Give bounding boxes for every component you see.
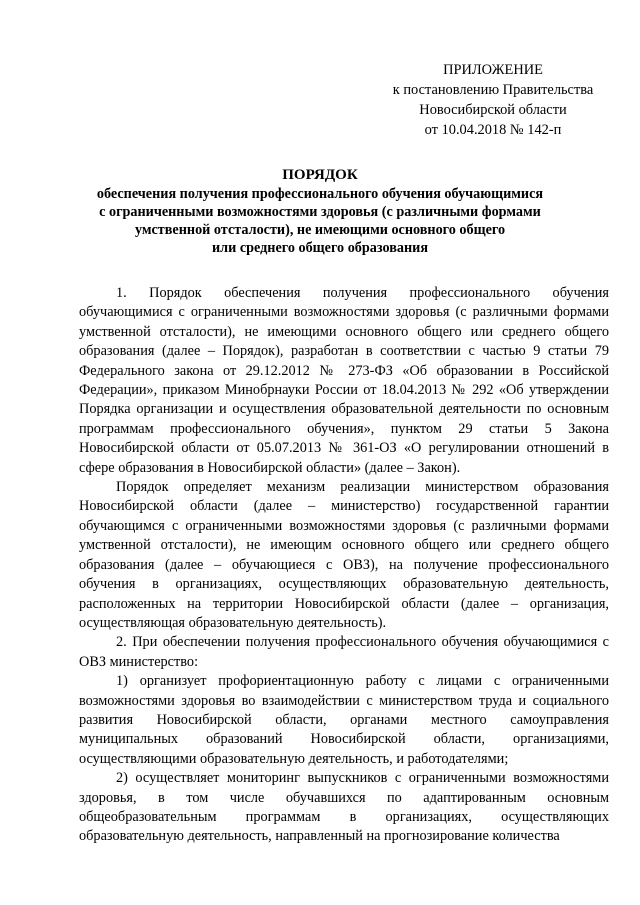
appendix-reference: к постановлению Правительства — [392, 82, 594, 98]
appendix-region: Новосибирской области — [419, 102, 567, 118]
paragraph: 1) организует профориентационную работу с лицами с ограниченными возможностями здоровья во взаимодействии с министерством труда и социального развития Новосибирской области, органами местного самоуправления муниципальных образований Новосибирской области, организациями, осуществляющими образовательную деятельность, и работодателями; — [79, 673, 609, 767]
title-line: обеспечения получения профессионального обучения обучающимися — [96, 186, 544, 202]
appendix-header — [388, 60, 598, 140]
title-heading: ПОРЯДОК — [282, 167, 358, 183]
appendix-date-number: от 10.04.2018 № 142-п — [424, 122, 562, 138]
paragraph: 1. Порядок обеспечения получения профессионального обучения обучающимися с ограниченными возможностями здоровья (с различными формами умственной отсталости), не имеющими основного общего или среднего общего образования (далее – Порядок), разработан в соответствии с частью 9 статьи 79 Федерального закона от 29.12.2012 № 273-ФЗ «Об образовании в Российской Федерации», приказом Минобрнауки России от 18.04.2013 № 292 «Об утверждении Порядка организации и осуществления образовательной деятельности по основным программам профессионального обучения», пунктом 29 статьи 5 Закона Новосибирской области от 05.07.2013 № 361-ОЗ «О регулировании отношений в сфере образования в Новосибирской области» (далее – Закон). — [79, 285, 609, 476]
title-line: умственной отсталости), не имеющими основного общего — [134, 222, 506, 238]
title-subheading — [80, 185, 560, 257]
document-body — [79, 284, 609, 847]
paragraph: 2) осуществляет мониторинг выпускников с ограниченными возможностями здоровья, в том числе обучавшихся по адаптированным основным общеобразовательным программам в организациях, осуществляющих образовательную деятельность, направленный на прогнозирование количества — [79, 770, 609, 845]
paragraph: 2. При обеспечении получения профессионального обучения обучающимися с ОВЗ министерство: — [79, 634, 609, 670]
title-line: или среднего общего образования — [211, 240, 429, 256]
appendix-label: ПРИЛОЖЕНИЕ — [443, 62, 543, 78]
title-line: с ограниченными возможностями здоровья (с различными формами — [99, 204, 541, 220]
paragraph: Порядок определяет механизм реализации министерством образования Новосибирской области (далее – министерство) государственной гарантии обучающимся с ограниченными возможностями здоровья (с различными формами умственной отсталости), не имеющим основного общего или среднего общего образования (далее – обучающиеся с ОВЗ), на получение профессионального обучения в организациях, осуществляющих образовательную деятельность, расположенных на территории Новосибирской области (далее – организация, осуществляющая образовательную деятельность). — [79, 479, 609, 631]
document-title — [80, 165, 560, 257]
